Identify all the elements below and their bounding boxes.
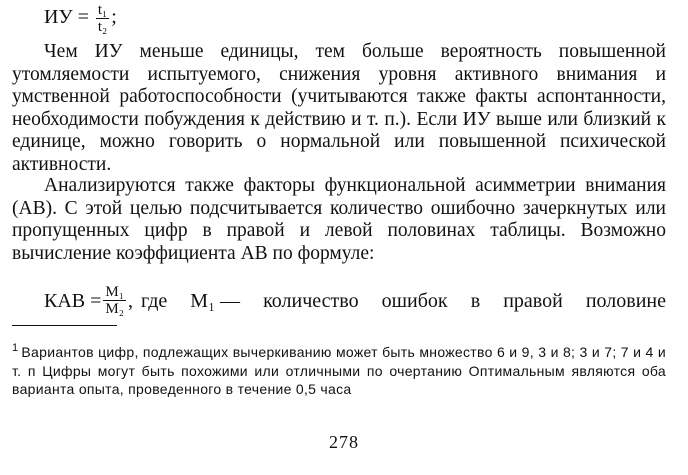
kav-word: M₁ — [190, 289, 241, 312]
formula-iu [44, 2, 117, 35]
paragraph-attention-asymmetry: Анализируются также факторы функциональной асимметрии внимания (АВ). С этой целью подсчитывается количество ошибочно зачеркнутых или пропущенных цифр в правой и левой половинах таблицы. Возможно вычисление коэффициента АВ по формуле: [12, 175, 666, 264]
kav-word: ошибок [381, 289, 448, 312]
formula-kav-denominator: M₂ [105, 301, 124, 317]
formula-iu-label: ИУ = [44, 6, 89, 29]
footnote [12, 343, 666, 399]
kav-word: правой [503, 289, 563, 312]
formula-kav-text [141, 289, 666, 313]
kav-word: половине [585, 289, 666, 312]
formula-kav-tail: , [127, 289, 133, 312]
footnote-text: Вариантов цифр, подлежащих вычеркиванию может быть множество 6 и 9, 3 и 8; 3 и 7; 7 и 4 и т. п Цифры могут быть похожими или отличными по очертанию Оптимальным являются оба варианта опыта, проведенного в течение 0,5 часа [12, 344, 666, 397]
formula-iu-denominator: t₂ [97, 19, 108, 35]
formula-kav-label: КАВ = [44, 289, 102, 312]
paragraph-iu-interpretation: Чем ИУ меньше единицы, тем больше вероятность повышенной утомляемости испытуемого, снижения уровня активного внимания и умственной работоспособности (учитываются также факты аспонтанности, необходимости побуждения к действию и т. п.). Если ИУ выше или близкий к единице, можно говорить о нормальной или повышенной психической активности. [12, 41, 666, 175]
formula-kav-numerator: M₁ [105, 284, 124, 300]
kav-word: где [140, 289, 168, 312]
formula-kav [44, 284, 666, 317]
formula-iu-numerator: t₁ [97, 2, 108, 18]
formula-iu-fraction [96, 2, 109, 35]
formula-iu-tail: ; [111, 6, 117, 29]
kav-word: количество [263, 289, 359, 312]
footnote-mark: 1 [12, 342, 19, 355]
kav-word: в [470, 289, 481, 312]
formula-kav-fraction [103, 284, 126, 317]
page-number: 278 [329, 432, 359, 452]
footnote-divider [12, 325, 117, 326]
